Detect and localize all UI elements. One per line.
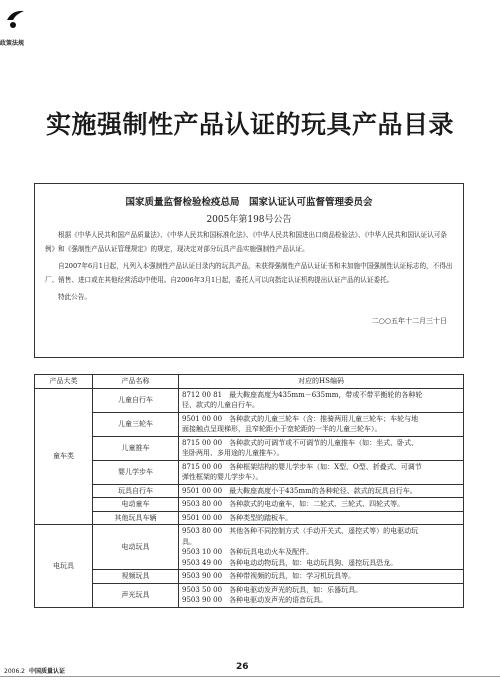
hs-code-cell: [179, 498, 464, 512]
table-body: [35, 388, 464, 607]
hs-code-cell: [179, 583, 464, 607]
hs-code-line: 8715 00 00 各种框架结构的婴儿学步车（如：X型、O型、折叠式、可调节: [182, 462, 422, 471]
hs-code-line: 弹性框架的婴儿学步车）。: [182, 473, 263, 481]
hs-code-line: 9503 80 00 其他各种不同控制方式（手动开关式、遥控式等）的电驱动玩: [182, 527, 419, 535]
hs-code-line: 9503 90 00 各种电驱动发声光的语音玩具。: [182, 596, 328, 604]
footer-divider: [0, 676, 500, 677]
hs-code-cell: [179, 388, 464, 412]
hs-code-line: 8715 00 00 各种款式的可调节或不可调节的儿童推车（如：坐式、卧式、: [182, 438, 419, 447]
hs-code-line: 9503 80 00 各种款式的电动童车，如：二轮式、三轮式、四轮式等。: [182, 500, 405, 508]
product-name-cell: 其他玩具车辆: [93, 511, 179, 525]
header-hs-code: 对应的HS编码: [179, 375, 464, 389]
hs-code-line: 坐卧两用、多用途的儿童推车）。: [182, 449, 284, 457]
page-title: 实施强制性产品认证的玩具产品目录: [45, 110, 454, 139]
product-name-cell: 玩具自行车: [93, 484, 179, 498]
header-product-name: 产品名称: [93, 375, 179, 389]
logo-swoosh-icon: [4, 6, 28, 30]
hs-code-line: 径、款式的儿童自行车。: [182, 401, 259, 409]
journal-name: 中国质量认证: [29, 668, 66, 675]
hs-code-line: 8712 00 81 最大鞍座高度为435mm－635mm，带或不带平衡轮的各种轮: [182, 390, 423, 399]
hs-code-line: 9501 00 00 各种类型的踏板车。: [182, 513, 293, 522]
product-name-cell: 电动玩具: [93, 525, 179, 570]
notice-issuer: 国家质量监督检验检疫总局 国家认证认可监督管理委员会: [125, 197, 373, 208]
hs-code-cell: [179, 436, 464, 460]
hs-code-line: 具。: [182, 537, 196, 546]
table-row: [35, 412, 464, 436]
hs-code-cell: [179, 484, 464, 498]
product-name-cell: 儿童自行车: [93, 388, 179, 412]
hs-code-cell: [179, 570, 464, 584]
product-name-cell: 声光玩具: [93, 583, 179, 607]
table-header-row: [35, 375, 464, 389]
notice-paragraph: 根据《中华人民共和国产品质量法》、《中华人民共和国标准化法》、《中华人民共和国进出口商品检验法》、《中华人民共和国认证认可条例》和《强制性产品认证管理规定》的规定，现决定对部分玩具产品实施强制性产品认证。: [45, 231, 448, 253]
page-number: 26: [236, 662, 249, 672]
product-table: [34, 374, 464, 608]
section-label: 政策法规: [0, 40, 25, 47]
issue-number: 2006.2: [4, 668, 25, 675]
product-name-cell: 儿童推车: [93, 436, 179, 460]
product-name-cell: 婴儿学步车: [93, 460, 179, 484]
hs-code-cell: [179, 412, 464, 436]
table-row: [35, 436, 464, 460]
hs-code-line: 9501 00 00 各种款式的儿童三轮车（含：推骑两用儿童三轮车；车轮与地: [182, 414, 419, 423]
notice-paragraph: 特此公告。: [58, 293, 91, 301]
hs-code-cell: [179, 460, 464, 484]
notice-date: 二○○五年十二月三十日: [371, 317, 447, 325]
hs-code-line: 面接触点呈现梯形，且窄轮距小于宽轮距的一半的儿童三轮车）。: [182, 425, 382, 433]
header-category: 产品大类: [35, 375, 93, 389]
table-row: [35, 583, 464, 607]
hs-code-cell: [179, 525, 464, 570]
product-name-cell: 儿童三轮车: [93, 412, 179, 436]
table-row: [35, 388, 464, 412]
section-tab: [0, 0, 30, 52]
hs-code-line: 9503 50 00 各种电驱动发声光的玩具，如：乐器玩具。: [182, 585, 363, 594]
hs-code-line: 9503 90 00 各种带视频的玩具，如：学习机玩具等。: [182, 572, 356, 580]
notice-number: 2005年第198号公告: [206, 215, 292, 225]
announcement-box: [34, 183, 464, 358]
hs-code-cell: [179, 511, 464, 525]
footer-issue: [4, 666, 65, 675]
notice-paragraph: 自2007年6月1日起，凡列入本强制性产品认证目录内的玩具产品，未获得强制性产品认证证书和未加施中国强制性认证标志的，不得出厂、销售、进口或在其他经营活动中使用。自2006年3月1日起，委托人可以向指定认证机构提出认证产品的认证委托。: [45, 262, 453, 284]
hs-code-line: 9503 49 00 各种电动动物玩具，如：电动玩具狗、遥控玩具恐龙。: [182, 558, 398, 567]
table-row: [35, 511, 464, 525]
category-cell: 童车类: [35, 388, 93, 525]
hs-code-line: 9503 10 00 各种玩具电动火车及配件。: [182, 548, 314, 556]
category-cell: 电玩具: [35, 525, 93, 608]
table-row: [35, 498, 464, 512]
table-row: [35, 484, 464, 498]
product-name-cell: 电动童车: [93, 498, 179, 512]
table-row: [35, 525, 464, 570]
product-name-cell: 视频玩具: [93, 570, 179, 584]
hs-code-line: 9501 00 00 最大鞍座高度小于435mm的各种轮径、款式的玩具自行车。: [182, 486, 417, 495]
table-row: [35, 570, 464, 584]
table-row: [35, 460, 464, 484]
